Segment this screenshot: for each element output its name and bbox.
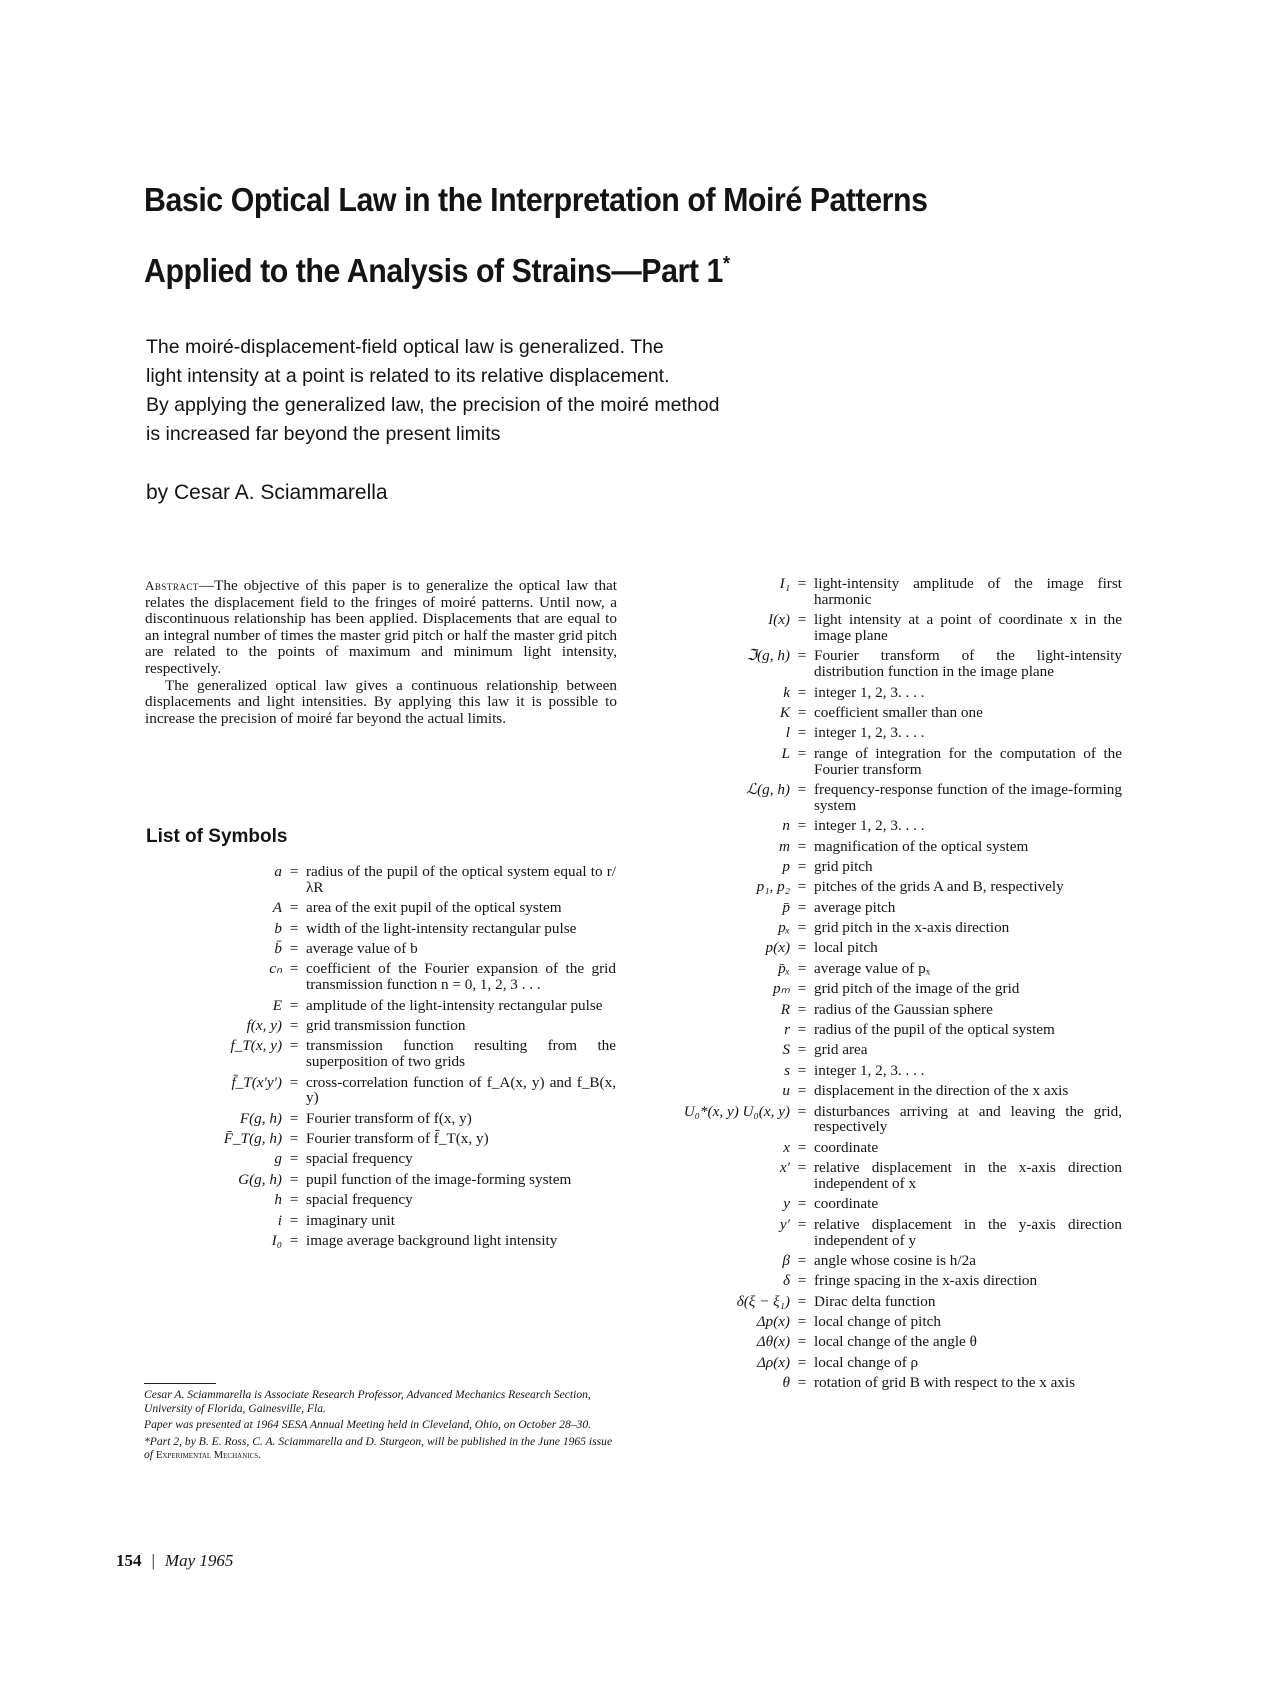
symbol-equals: = <box>797 1215 807 1233</box>
symbol-equals: = <box>797 611 807 629</box>
symbol-term: p̄ₓ <box>778 959 790 977</box>
symbol-row <box>630 1042 1122 1058</box>
symbol-definition: radius of the Gaussian sphere <box>814 1000 993 1018</box>
symbols-heading: List of Symbols <box>146 826 288 847</box>
symbol-equals: = <box>797 780 807 798</box>
symbol-equals: = <box>289 1130 299 1148</box>
symbol-row <box>144 1038 616 1070</box>
symbol-row <box>144 864 616 896</box>
symbol-definition: displacement in the direction of the x axis <box>814 1082 1069 1100</box>
page-folio <box>116 1551 233 1571</box>
symbol-row <box>630 1160 1122 1192</box>
symbol-row <box>630 1253 1122 1269</box>
symbol-equals: = <box>289 1109 299 1127</box>
symbol-row <box>630 576 1122 608</box>
symbol-definition: grid pitch in the x-axis direction <box>814 919 1010 937</box>
symbol-row <box>630 920 1122 936</box>
symbol-row <box>630 612 1122 644</box>
abstract-text-1: —The objective of this paper is to generalize the optical law that relates the displacement field to the fringes of moiré patterns. Until now, a discontinuous relationship has been applied. Displacements that are equal to an integral number of times the master grid pitch or half the master grid pitch are related to the points of maximum and minimum light intensity, respectively. <box>145 577 617 677</box>
symbol-equals: = <box>289 1037 299 1055</box>
symbol-equals: = <box>797 1333 807 1351</box>
symbol-row <box>630 746 1122 778</box>
symbol-row <box>144 1075 616 1107</box>
summary-line: is increased far beyond the present limits <box>146 423 501 445</box>
symbol-equals: = <box>289 1150 299 1168</box>
symbol-term: b <box>274 919 282 937</box>
symbol-definition: cross-correlation function of f_A(x, y) and f_B(x, y) <box>306 1073 616 1107</box>
symbol-term: g <box>274 1150 282 1168</box>
symbol-term: u <box>782 1082 790 1100</box>
symbol-row <box>630 1063 1122 1079</box>
symbol-definition: integer 1, 2, 3. . . . <box>814 817 925 835</box>
symbol-definition: Dirac delta function <box>814 1292 936 1310</box>
symbol-definition: imaginary unit <box>306 1211 395 1229</box>
abstract-paragraph-1 <box>145 578 617 678</box>
symbol-equals: = <box>797 898 807 916</box>
symbol-term: k <box>783 683 790 701</box>
symbol-term: θ <box>782 1374 790 1392</box>
symbol-definition: amplitude of the light-intensity rectangular pulse <box>306 996 603 1014</box>
symbol-row <box>630 1002 1122 1018</box>
symbol-definition: average value of b <box>306 939 418 957</box>
symbol-equals: = <box>797 575 807 592</box>
symbol-definition: coefficient smaller than one <box>814 703 983 721</box>
symbol-definition: width of the light-intensity rectangular pulse <box>306 919 577 937</box>
symbol-definition: frequency-response function of the image-forming system <box>814 780 1122 814</box>
symbol-term: E <box>272 996 282 1014</box>
symbol-row <box>630 685 1122 701</box>
symbol-term: y′ <box>779 1215 790 1233</box>
symbol-definition: fringe spacing in the x-axis direction <box>814 1272 1038 1290</box>
symbol-definition: integer 1, 2, 3. . . . <box>814 724 925 742</box>
symbol-row <box>630 981 1122 997</box>
symbols-list-left <box>144 864 616 1253</box>
page-number: 154 <box>116 1551 142 1570</box>
symbol-row <box>630 818 1122 834</box>
symbol-term: A <box>272 899 282 917</box>
symbol-definition: average pitch <box>814 898 896 916</box>
symbol-definition: radius of the pupil of the optical system <box>814 1021 1055 1039</box>
symbol-term: Δρ(x) <box>756 1353 790 1371</box>
symbol-equals: = <box>797 1313 807 1331</box>
symbol-equals: = <box>289 1073 299 1091</box>
symbols-list-right <box>630 576 1122 1396</box>
symbol-row <box>144 941 616 957</box>
symbol-equals: = <box>797 1041 807 1059</box>
title-line-2 <box>144 232 972 303</box>
symbol-definition: area of the exit pupil of the optical system <box>306 899 562 917</box>
symbol-equals: = <box>797 1251 807 1269</box>
footnote-author: Cesar A. Sciammarella is Associate Research Professor, Advanced Mechanics Research Section, University of Florida, Gainesville, Fla. <box>144 1388 591 1415</box>
symbol-term: f_T(x, y) <box>230 1037 282 1055</box>
symbol-term: l <box>785 724 790 742</box>
symbol-row <box>144 1172 616 1188</box>
symbol-definition: Fourier transform of the light-intensity distribution function in the image plane <box>814 647 1122 681</box>
symbol-row <box>630 1022 1122 1038</box>
symbol-row <box>630 900 1122 916</box>
symbol-term: f̄_T(x′y′) <box>231 1073 282 1091</box>
symbol-row <box>144 1018 616 1034</box>
symbol-equals: = <box>797 1272 807 1290</box>
symbol-row <box>144 1213 616 1229</box>
symbol-equals: = <box>797 837 807 855</box>
symbol-definition: coordinate <box>814 1195 879 1213</box>
symbol-term: ℑ(g, h) <box>746 647 790 665</box>
symbol-term: i <box>277 1211 282 1229</box>
symbol-definition: disturbances arriving at and leaving the grid, respectively <box>814 1102 1122 1136</box>
symbol-term: K <box>779 703 790 721</box>
symbol-definition: rotation of grid B with respect to the x axis <box>814 1374 1076 1392</box>
symbol-equals: = <box>797 1000 807 1018</box>
symbol-equals: = <box>797 939 807 957</box>
symbol-equals: = <box>289 1211 299 1229</box>
symbol-term: p(x) <box>765 939 790 957</box>
abstract <box>145 578 617 727</box>
issue-date: May 1965 <box>164 1551 234 1570</box>
article-title <box>144 168 972 303</box>
symbol-term: cₙ <box>269 960 282 978</box>
footnote-part2-text: *Part 2, by B. E. Ross, C. A. Sciammarella and D. Sturgeon, will be published in the June 1965 issue of <box>144 1434 613 1462</box>
symbol-row <box>630 648 1122 680</box>
symbol-equals: = <box>289 1016 299 1034</box>
summary-line: light intensity at a point is related to its relative displacement. <box>146 365 670 387</box>
symbol-row <box>144 1151 616 1167</box>
symbol-term: pₘ <box>772 980 790 998</box>
title-line-1: Basic Optical Law in the Interpretation of Moiré Patterns <box>144 181 928 218</box>
symbol-row <box>144 961 616 993</box>
symbol-equals: = <box>797 878 807 896</box>
symbol-row <box>630 782 1122 814</box>
symbol-equals: = <box>797 703 807 721</box>
symbol-term: I₁ <box>779 575 790 592</box>
symbol-row <box>144 1111 616 1127</box>
symbol-equals: = <box>797 724 807 742</box>
symbol-definition: local change of ρ <box>814 1353 919 1371</box>
symbol-definition: spacial frequency <box>306 1191 413 1209</box>
symbol-equals: = <box>797 1374 807 1392</box>
symbol-equals: = <box>289 1170 299 1188</box>
symbol-definition: grid area <box>814 1041 868 1059</box>
symbol-definition: pitches of the grids A and B, respectively <box>814 878 1064 896</box>
symbol-definition: local change of pitch <box>814 1313 941 1331</box>
symbol-row <box>630 879 1122 895</box>
symbol-equals: = <box>289 863 299 880</box>
symbol-term: F(g, h) <box>239 1109 282 1127</box>
symbol-term: m <box>779 837 790 855</box>
symbol-equals: = <box>797 817 807 835</box>
symbol-equals: = <box>289 1191 299 1209</box>
symbol-row <box>144 998 616 1014</box>
footnote-presented: Paper was presented at 1964 SESA Annual Meeting held in Cleveland, Ohio, on October 28–30. <box>144 1418 592 1432</box>
symbol-row <box>630 961 1122 977</box>
symbol-equals: = <box>797 1082 807 1100</box>
symbol-row <box>630 1196 1122 1212</box>
symbol-equals: = <box>289 939 299 957</box>
symbol-row <box>630 725 1122 741</box>
symbol-equals: = <box>289 996 299 1014</box>
article-summary <box>146 333 866 449</box>
symbol-term: R <box>780 1000 790 1018</box>
symbol-row <box>630 1140 1122 1156</box>
symbol-term: p₁, p₂ <box>756 878 790 896</box>
symbol-definition: coefficient of the Fourier expansion of the grid transmission function n = 0, 1, 2, 3 . . . <box>306 960 616 994</box>
symbol-term: r <box>784 1021 790 1039</box>
symbol-term: Δp(x) <box>756 1313 790 1331</box>
symbol-row <box>144 921 616 937</box>
symbol-row <box>630 1334 1122 1350</box>
symbol-definition: transmission function resulting from the superposition of two grids <box>306 1037 616 1071</box>
symbol-equals: = <box>797 959 807 977</box>
symbol-term: s <box>784 1061 790 1079</box>
symbol-row <box>630 1104 1122 1136</box>
symbol-definition: relative displacement in the x-axis direction independent of x <box>814 1159 1122 1192</box>
footnotes <box>144 1388 616 1466</box>
symbol-term: y <box>783 1195 790 1213</box>
symbol-term: I₀ <box>271 1232 282 1250</box>
symbol-equals: = <box>797 1292 807 1310</box>
symbol-definition: image average background light intensity <box>306 1232 558 1250</box>
symbol-row <box>144 1192 616 1208</box>
footnote-rule <box>144 1383 216 1384</box>
symbol-equals: = <box>797 1061 807 1079</box>
symbol-term: L <box>781 744 790 762</box>
symbol-definition: integer 1, 2, 3. . . . <box>814 683 925 701</box>
symbol-definition: local change of the angle θ <box>814 1333 977 1351</box>
symbol-equals: = <box>797 647 807 665</box>
symbol-equals: = <box>797 857 807 875</box>
symbol-term: F̄_T(g, h) <box>223 1130 282 1148</box>
folio-separator: | <box>151 1551 155 1570</box>
symbol-term: I(x) <box>768 611 790 629</box>
symbol-term: x′ <box>779 1159 790 1177</box>
symbol-row <box>630 940 1122 956</box>
symbol-term: G(g, h) <box>238 1170 282 1188</box>
symbol-definition: pupil function of the image-forming system <box>306 1170 572 1188</box>
symbol-term: n <box>782 817 790 835</box>
symbol-definition: Fourier transform of f(x, y) <box>306 1109 472 1127</box>
symbol-term: U₀*(x, y) U₀(x, y) <box>683 1102 790 1120</box>
symbol-definition: angle whose cosine is h/2a <box>814 1251 976 1269</box>
symbol-row <box>630 1314 1122 1330</box>
summary-line: The moiré-displacement-field optical law is generalized. The <box>146 336 664 358</box>
symbol-term: pₓ <box>778 919 790 937</box>
symbol-equals: = <box>797 1195 807 1213</box>
symbol-equals: = <box>289 1232 299 1250</box>
symbol-term: x <box>783 1138 790 1156</box>
symbol-term: p̄ <box>782 898 790 916</box>
symbol-equals: = <box>797 1353 807 1371</box>
symbol-equals: = <box>797 744 807 762</box>
symbol-equals: = <box>289 960 299 978</box>
symbol-row <box>630 1217 1122 1249</box>
title-footnote-mark: * <box>722 253 730 275</box>
symbol-definition: relative displacement in the y-axis direction independent of y <box>814 1215 1122 1249</box>
symbol-term: S <box>782 1041 790 1059</box>
symbol-term: δ(ξ − ξ₁) <box>736 1292 790 1310</box>
symbol-term: p <box>782 857 790 875</box>
symbol-definition: grid pitch of the image of the grid <box>814 980 1020 998</box>
symbol-row <box>630 859 1122 875</box>
footnote-part2 <box>144 1435 616 1463</box>
symbol-term: b̄ <box>274 939 282 957</box>
symbol-row <box>144 1233 616 1249</box>
symbol-definition: grid transmission function <box>306 1016 466 1034</box>
symbol-term: δ <box>782 1272 790 1290</box>
symbol-term: Δθ(x) <box>756 1333 790 1351</box>
symbol-row <box>630 1355 1122 1371</box>
symbol-definition: average value of pₓ <box>814 959 931 977</box>
symbol-term: f(x, y) <box>246 1016 282 1034</box>
symbol-row <box>630 1083 1122 1099</box>
symbol-row <box>630 1273 1122 1289</box>
summary-line: By applying the generalized law, the precision of the moiré method <box>146 394 720 416</box>
abstract-paragraph-2: The generalized optical law gives a continuous relationship between displacements and light intensities. By applying this law it is possible to increase the precision of moiré far beyond the actual limits. <box>145 676 617 727</box>
symbol-definition: integer 1, 2, 3. . . . <box>814 1061 925 1079</box>
symbol-equals: = <box>797 980 807 998</box>
symbol-equals: = <box>289 899 299 917</box>
symbol-row <box>630 1375 1122 1391</box>
symbol-row <box>630 1294 1122 1310</box>
symbol-row <box>630 839 1122 855</box>
symbol-definition: Fourier transform of f̄_T(x, y) <box>306 1130 489 1148</box>
symbol-term: β <box>782 1251 790 1269</box>
symbol-row <box>144 1131 616 1147</box>
symbol-equals: = <box>797 919 807 937</box>
title-line-2-text: Applied to the Analysis of Strains—Part 1 <box>144 252 723 289</box>
symbol-equals: = <box>797 1159 807 1177</box>
symbol-definition: radius of the pupil of the optical system equal to r/λR <box>306 863 616 896</box>
symbol-equals: = <box>289 919 299 937</box>
author-byline: by Cesar A. Sciammarella <box>146 481 388 504</box>
symbol-equals: = <box>797 683 807 701</box>
abstract-lead: Abstract <box>145 578 199 593</box>
symbol-row <box>630 705 1122 721</box>
symbol-term: ℒ(g, h) <box>746 780 790 798</box>
symbol-definition: local pitch <box>814 939 878 957</box>
symbol-definition: range of integration for the computation of the Fourier transform <box>814 744 1122 778</box>
footnote-journal: Experimental Mechanics. <box>155 1450 261 1462</box>
symbol-definition: spacial frequency <box>306 1150 413 1168</box>
symbol-definition: light-intensity amplitude of the image first harmonic <box>814 575 1122 608</box>
symbol-equals: = <box>797 1021 807 1039</box>
symbol-definition: grid pitch <box>814 857 873 875</box>
symbol-term: a <box>274 863 282 880</box>
symbol-definition: light intensity at a point of coordinate x in the image plane <box>814 611 1122 644</box>
symbol-definition: coordinate <box>814 1138 879 1156</box>
symbol-row <box>144 900 616 916</box>
symbol-definition: magnification of the optical system <box>814 837 1029 855</box>
symbol-term: h <box>274 1191 282 1209</box>
symbol-equals: = <box>797 1138 807 1156</box>
symbol-equals: = <box>797 1102 807 1120</box>
